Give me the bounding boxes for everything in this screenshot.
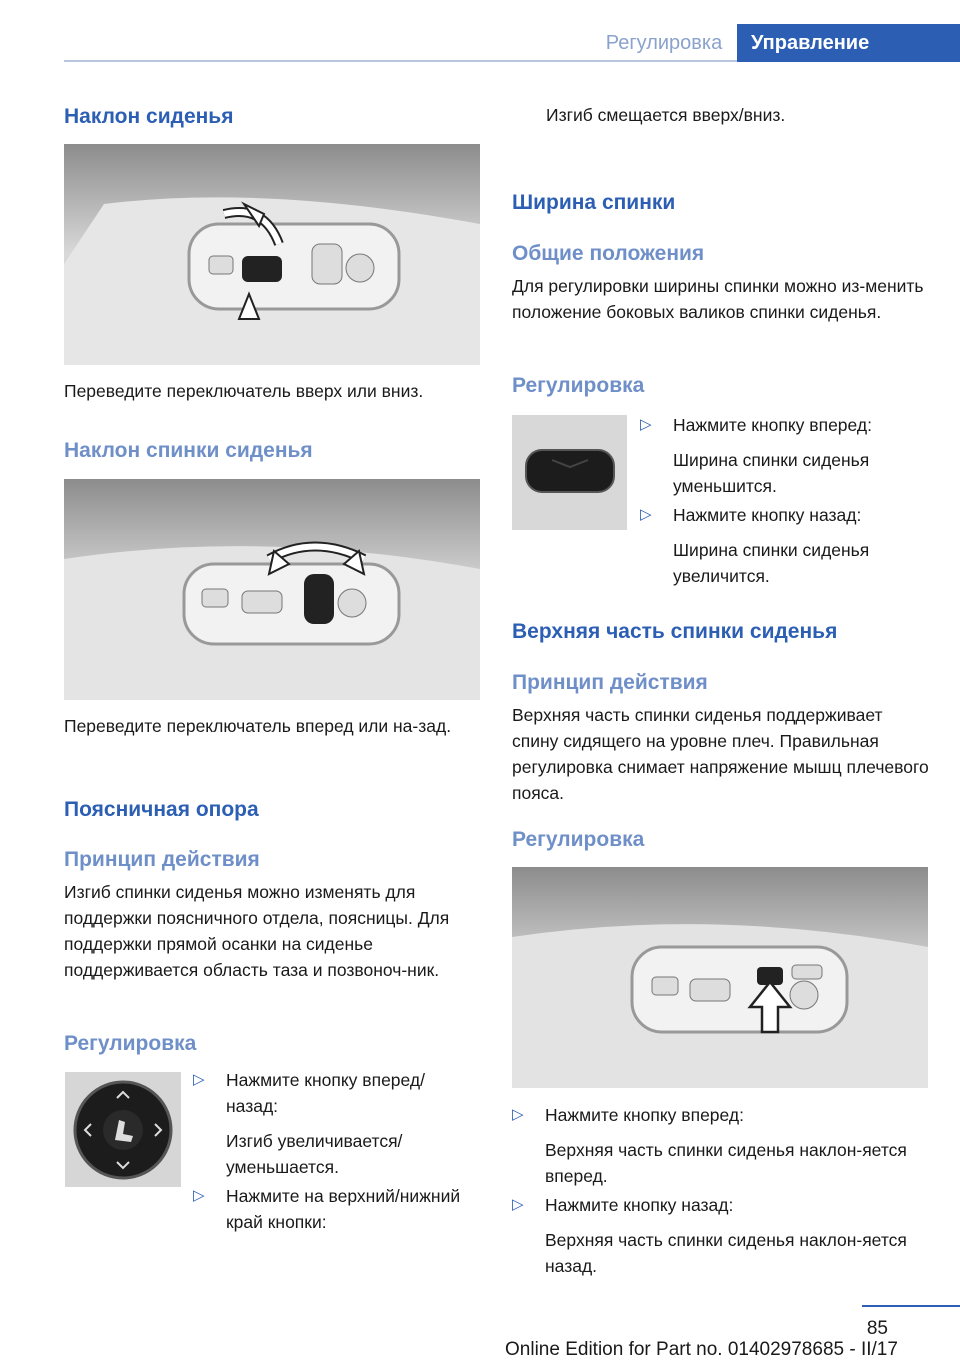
upper-backrest-photo [512, 867, 928, 1088]
seat-tilt-photo [64, 144, 480, 365]
upper-bullet-1 [512, 1102, 930, 1189]
width-button-photo [512, 415, 627, 530]
backrest-tilt-heading: Наклон спинки сиденья [64, 439, 313, 462]
bullet-triangle-icon: ▷ [193, 1187, 205, 1204]
upper-bullet-2-text: Нажмите кнопку назад: [545, 1195, 734, 1215]
bullet-triangle-icon: ▷ [512, 1196, 524, 1213]
lumbar-bullet-2-sub: Изгиб смещается вверх/вниз. [546, 105, 786, 125]
upper-bullet-1-text: Нажмите кнопку вперед: [545, 1105, 744, 1125]
width-general-text: Для регулировки ширины спинки можно из-менить положение боковых валиков спинки сиденья. [512, 276, 924, 322]
upper-bullet-2 [512, 1192, 930, 1279]
width-heading: Ширина спинки [512, 191, 676, 214]
width-bullet-2-text: Нажмите кнопку назад: [673, 505, 862, 525]
lumbar-bullet-2 [193, 1183, 473, 1235]
upper-bullet-1-sub: Верхняя часть спинки сиденья наклон-яется вперед. [545, 1140, 907, 1186]
lumbar-bullet-1-sub: Изгиб увеличивается/уменьшается. [226, 1131, 403, 1177]
lumbar-button-photo [65, 1072, 181, 1187]
width-adjust-heading: Регулировка [512, 374, 645, 397]
lumbar-principle-text: Изгиб спинки сиденья можно изменять для поддержки поясничного отдела, поясницы. Для поддержки прямой осанки на сиденье поддерживается область таза и позвоноч-ник. [64, 882, 450, 980]
header-chapter-tab: Управление [737, 24, 960, 62]
lumbar-heading: Поясничная опора [64, 798, 259, 821]
lumbar-bullet-1 [193, 1067, 473, 1180]
upper-principle-heading: Принцип действия [512, 671, 708, 694]
width-bullet-2 [640, 502, 920, 589]
seat-tilt-heading: Наклон сиденья [64, 105, 234, 128]
lumbar-principle-heading: Принцип действия [64, 848, 260, 871]
bullet-triangle-icon: ▷ [640, 506, 652, 523]
lumbar-bullet-2-text: Нажмите на верхний/нижний край кнопки: [226, 1186, 461, 1232]
header-section-label: Регулировка [605, 32, 723, 54]
edition-footer: Online Edition for Part no. 01402978685 - II/17 [505, 1339, 898, 1360]
bullet-triangle-icon: ▷ [640, 416, 652, 433]
upper-adjust-heading: Регулировка [512, 828, 645, 851]
width-general-heading: Общие положения [512, 242, 705, 265]
backrest-tilt-photo [64, 479, 480, 700]
width-bullet-1 [640, 412, 920, 499]
lumbar-bullet-1-text: Нажмите кнопку вперед/назад: [226, 1070, 425, 1116]
seat-tilt-text: Переведите переключатель вверх или вниз. [64, 381, 424, 401]
width-bullet-1-sub: Ширина спинки сиденья уменьшится. [673, 450, 870, 496]
upper-bullet-2-sub: Верхняя часть спинки сиденья наклон-яется назад. [545, 1230, 907, 1276]
width-bullet-2-sub: Ширина спинки сиденья увеличится. [673, 540, 870, 586]
bullet-triangle-icon: ▷ [193, 1071, 205, 1088]
lumbar-adjust-heading: Регулировка [64, 1032, 197, 1055]
footer-rule [862, 1305, 960, 1307]
page-number: 85 [866, 1318, 888, 1339]
backrest-tilt-text: Переведите переключатель вперед или на-зад. [64, 716, 452, 736]
width-bullet-1-text: Нажмите кнопку вперед: [673, 415, 872, 435]
upper-principle-text: Верхняя часть спинки сиденья поддерживает спину сидящего на уровне плеч. Правильная регулировка снимает напряжение мышц плечевого пояса. [512, 705, 929, 803]
bullet-triangle-icon: ▷ [512, 1106, 524, 1123]
upper-heading: Верхняя часть спинки сиденья [512, 620, 838, 643]
